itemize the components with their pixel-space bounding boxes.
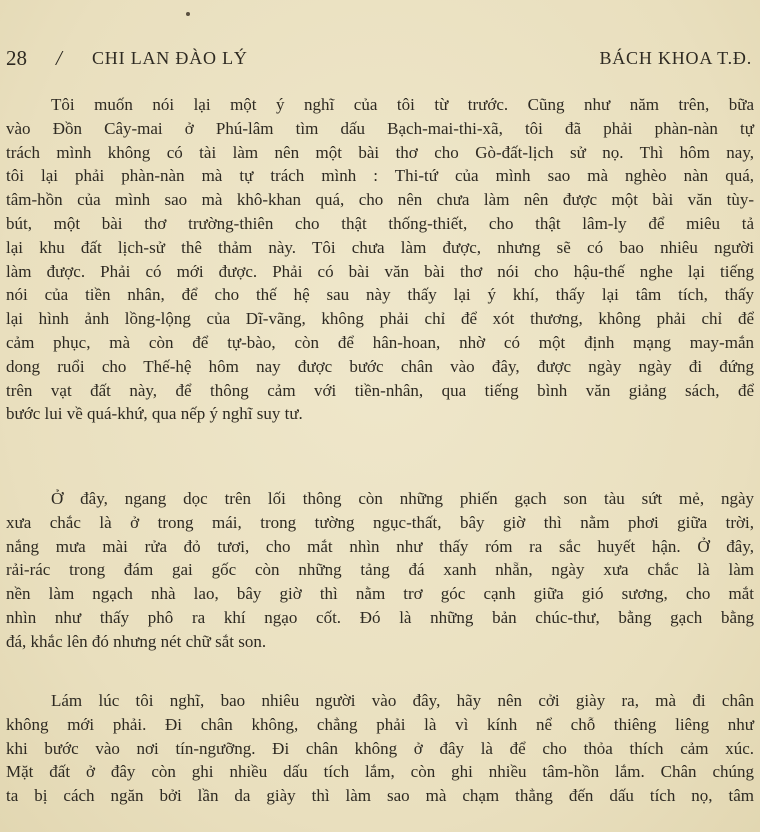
text-line: bước lui về quá-khứ, qua nếp ý nghĩ suy tư. (6, 404, 303, 424)
text-line: nắng mưa mài rửa đỏ tươi, cho mắt nhìn như thấy róm ra sắc huyết hận. Ở đây, (6, 536, 754, 556)
text-line: tôi lại phải phàn-nàn mà tự trách mình : Thi-tứ của mình sao mà nghèo nàn quá, (6, 166, 754, 186)
publication-title: BÁCH KHOA T.Đ. (599, 48, 752, 68)
text-line: lại khu đất lịch-sử thê thảm này. Tôi chưa làm được, nhưng sẽ có bao nhiêu người (6, 237, 754, 257)
text-line: Ở đây, ngang dọc trên lối thông còn những phiến gạch son tàu sứt mẻ, ngày (51, 489, 754, 508)
paragraph-2 (6, 487, 754, 654)
text-line: dong ruổi cho Thế-hệ hôm nay được bước chân vào đây, được ngày ngày đi đứng (6, 356, 754, 376)
text-line: trách mình không có tài làm nên một bài thơ cho Gò-đất-lịch sử nọ. Thì hôm nay, (6, 142, 754, 162)
running-header (6, 46, 752, 74)
text-line: Lám lúc tôi nghĩ, bao nhiêu người vào đây, hãy nên cởi giày ra, mà đi chân (51, 691, 754, 710)
text-line: nền làm ngạch nhà lao, bây giờ thì nằm trơ góc cạnh giữa gió sương, cho mắt (6, 584, 754, 604)
text-line: ta bị cách ngăn bởi lần da giày thì làm sao mà chạm thẳng đến dấu tích nọ, tâm (6, 786, 754, 806)
text-line: cảm phục, mà còn để tự-bào, còn để hân-hoan, nhờ có một định mạng may-mắn (6, 332, 754, 352)
text-line: bút, một bài thơ trường-thiên cho thật thống-thiết, cho thật lâm-ly để miêu tả (6, 213, 754, 233)
text-line: Tôi muốn nói lại một ý nghĩ của tôi từ trước. Cũng như năm trên, bữa (51, 95, 754, 114)
text-line: rải-rác trong đám gai gốc còn những tảng đá xanh nhẵn, ngày xưa chắc là làm (6, 560, 754, 580)
text-line: không mới phải. Đi chân không, chẳng phải là vì kính nể chỗ thiêng liêng như (6, 714, 754, 734)
text-line: khi bước vào nơi tín-ngưỡng. Đi chân không ở đây là để cho thỏa thích cảm xúc. (6, 738, 754, 758)
text-line: nói của tiền nhân, để cho thế hệ sau này thấy lại ý khí, thấy lại tâm tích, thấy (6, 285, 754, 305)
page-number: 28 (6, 46, 27, 70)
text-line: nhìn như thấy phô ra khí ngạo cốt. Đó là những bản chúc-thư, bằng gạch bằng (6, 607, 754, 627)
text-line: Mặt đất ở đây còn ghi nhiều dấu tích lắm, còn ghi nhiều tâm-hồn lắm. Chân chúng (6, 762, 754, 782)
paragraph-3 (6, 689, 754, 808)
text-line: trên vạt đất này, để thông cảm với tiền-nhân, qua tiếng bình văn giảng sách, để (6, 380, 754, 400)
text-line: tâm-hồn của mình sao mà khô-khan quá, cho nên chưa làm nên được một bài văn tùy- (6, 190, 754, 210)
text-line: đá, khắc lên đó nhưng nét chữ sắt son. (6, 631, 267, 651)
text-line: xưa chắc là ở trong mái, trong tường ngục-thất, bây giờ thì nằm phơi giữa trời, (6, 512, 754, 532)
paragraph-1 (6, 93, 754, 426)
header-separator: / (56, 46, 62, 70)
text-line: lại hình ảnh lồng-lộng của Dĩ-vãng, không phải chỉ để xót thương, không phải chỉ để (6, 309, 754, 329)
chapter-title: CHI LAN ĐÀO LÝ (92, 48, 248, 68)
text-line: vào Đồn Cây-mai ở Phú-lâm tìm dấu Bạch-mai-thi-xã, tôi đã phải phàn-nàn tự (6, 118, 754, 138)
text-line: làm được. Phải có mới được. Phải có bài văn bài thơ nói cho hậu-thế nghe lại tiếng (6, 261, 754, 281)
ink-speck (186, 12, 190, 16)
